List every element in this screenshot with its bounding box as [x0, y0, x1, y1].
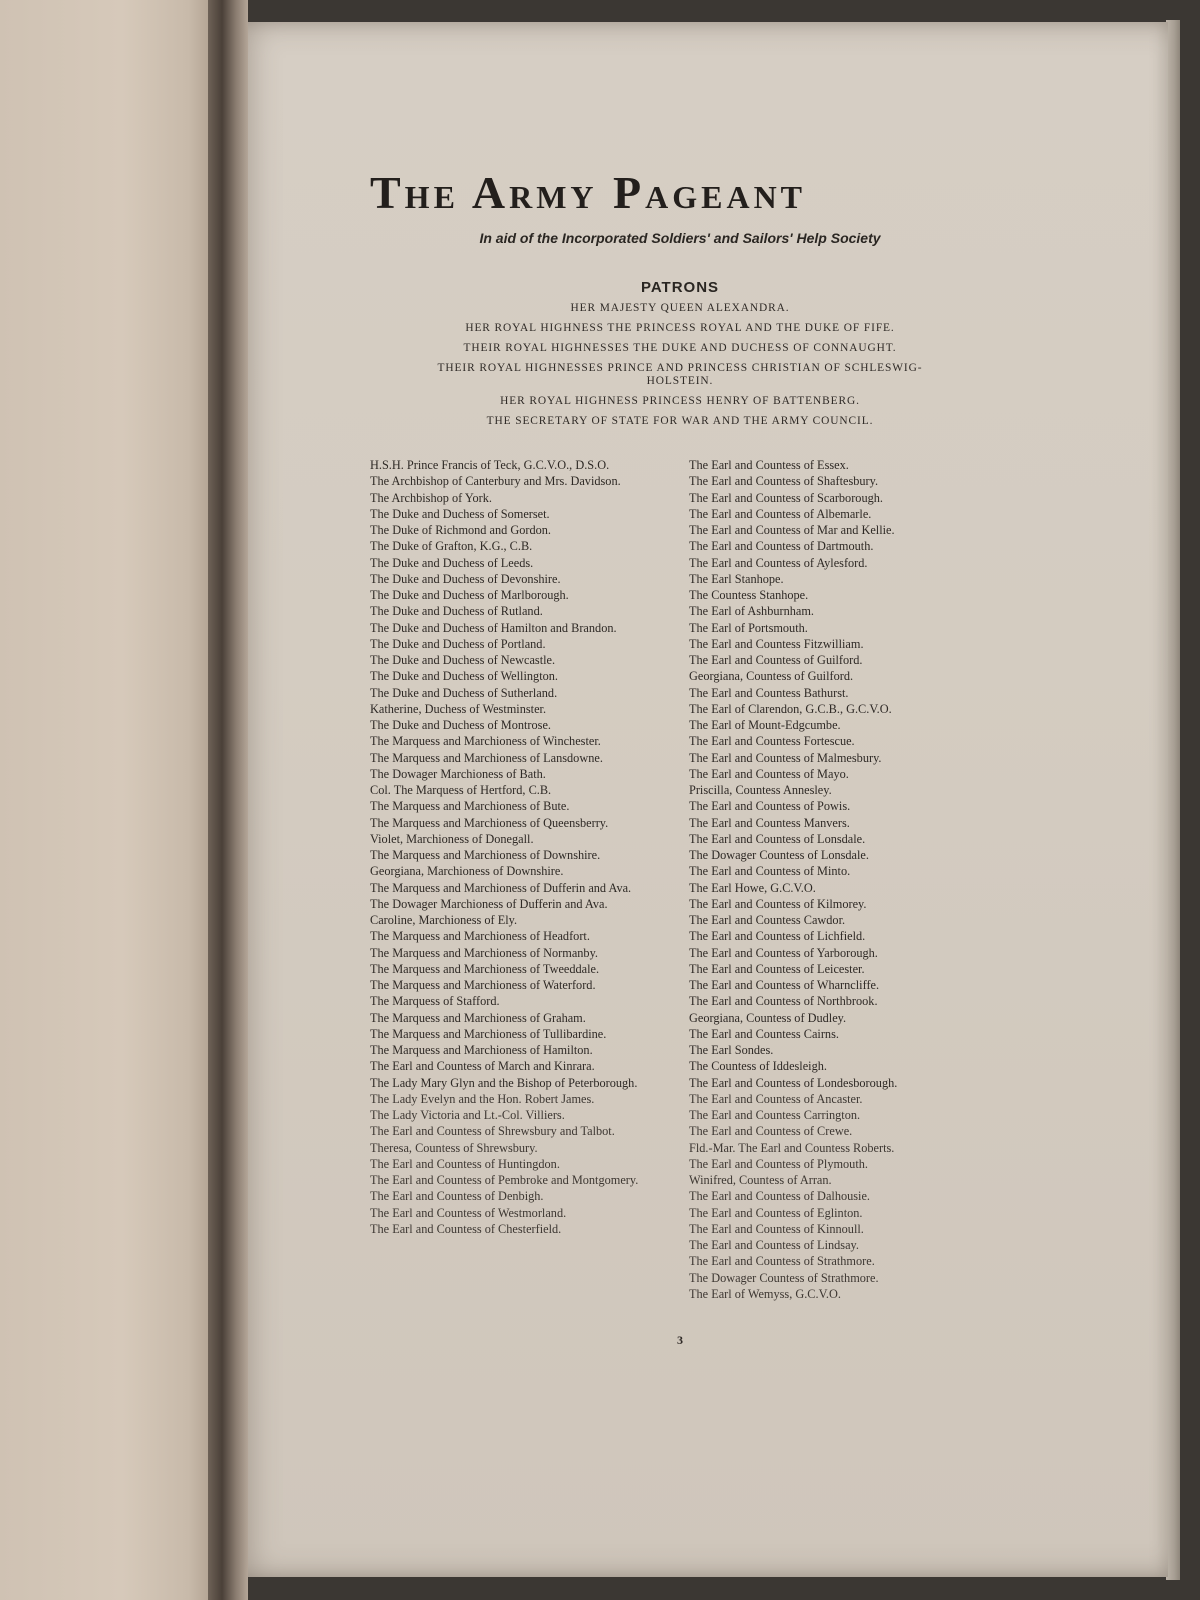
patron-entry: The Earl and Countess of Ancaster. [689, 1091, 863, 1106]
patron-entry: The Earl and Countess of Guilford. [689, 653, 863, 667]
patron-entry: The Earl and Countess of Scarborough. [689, 490, 883, 505]
patron-entry: The Dowager Countess of Lonsdale. [689, 848, 869, 862]
patron-entry: The Duke and Duchess of Somerset. [370, 506, 550, 521]
patron-entry: The Earl and Countess of Eglinton. [689, 1205, 863, 1220]
patron-entry: The Countess Stanhope. [689, 588, 809, 602]
patron-entry: Katherine, Duchess of Westminster. [370, 701, 547, 716]
patron-entry: The Marquess and Marchioness of Queensberry. [370, 815, 609, 830]
patron-entry: The Duke of Richmond and Gordon. [370, 523, 552, 537]
patron-entry: The Earl and Countess of Malmesbury. [689, 750, 882, 765]
patron-entry: The Earl and Countess Bathurst. [689, 685, 849, 700]
patron-entry: The Marquess and Marchioness of Bute. [370, 799, 570, 814]
patron-entry: The Earl and Countess of Westmorland. [370, 1205, 567, 1220]
patron-entry: The Earl and Countess of Yarborough. [689, 945, 878, 960]
patron-entry: The Dowager Countess of Strathmore. [689, 1270, 879, 1285]
patron-entry: The Archbishop of York. [370, 490, 492, 505]
patron-entry: The Earl and Countess of Northbrook. [689, 994, 878, 1009]
patron-entry: The Duke and Duchess of Wellington. [370, 669, 558, 684]
patron-entry: Col. The Marquess of Hertford, C.B. [370, 783, 552, 797]
patron-entry: The Duke and Duchess of Marlborough. [370, 588, 569, 602]
patron-entry: The Marquess and Marchioness of Hamilton. [370, 1043, 593, 1057]
patron-entry: The Marquess and Marchioness of Headfort. [370, 929, 590, 944]
patron-entry: The Marquess and Marchioness of Tullibardine. [370, 1026, 607, 1041]
patron-entry: The Earl of Wemyss, G.C.V.O. [689, 1286, 841, 1301]
patron-entry: The Earl and Countess of Aylesford. [689, 555, 868, 570]
patron-entry: The Earl and Countess of Lichfield. [689, 929, 866, 944]
left-page [0, 0, 222, 1600]
patron-entry: Caroline, Marchioness of Ely. [370, 913, 518, 927]
patron-entry: The Marquess and Marchioness of Lansdowne. [370, 750, 603, 765]
patron-entry: The Earl and Countess Carrington. [689, 1108, 861, 1122]
patron-entry: The Earl and Countess Manvers. [689, 815, 850, 830]
patron-entry: The Earl of Clarendon, G.C.B., G.C.V.O. [689, 701, 892, 716]
patron-entry: The Earl and Countess of Plymouth. [689, 1156, 868, 1171]
patrons-left-column [370, 458, 685, 1238]
patron-entry: The Earl and Countess of Denbigh. [370, 1189, 544, 1204]
patron-entry: The Marquess and Marchioness of Waterford. [370, 978, 596, 992]
patron-entry: The Countess of Iddesleigh. [689, 1059, 827, 1074]
patron-entry: The Earl and Countess of Essex. [689, 458, 849, 472]
patron-entry: The Earl and Countess of March and Kinrara. [370, 1059, 595, 1074]
patron-entry: The Earl and Countess of Strathmore. [689, 1254, 875, 1269]
page-number: 3 [677, 1333, 683, 1347]
patron-entry: The Earl and Countess of Mayo. [689, 766, 849, 781]
patron-entry: The Marquess and Marchioness of Normanby. [370, 945, 599, 960]
patron-entry: The Marquess and Marchioness of Downshire. [370, 848, 601, 862]
patron-entry: The Earl Sondes. [689, 1043, 774, 1057]
royal-patrons-list [420, 302, 940, 435]
patron-entry: The Earl and Countess Cairns. [689, 1026, 839, 1041]
patron-entry: The Duke and Duchess of Rutland. [370, 604, 543, 619]
patron-entry: Fld.-Mar. The Earl and Countess Roberts. [689, 1140, 895, 1155]
royal-patron: HER ROYAL HIGHNESS PRINCESS HENRY OF BATTENBERG. [500, 395, 860, 407]
page-title [370, 166, 990, 224]
patron-entry: The Earl of Mount-Edgcumbe. [689, 718, 841, 732]
patron-entry: The Duke and Duchess of Hamilton and Brandon. [370, 620, 617, 635]
patron-entry: The Earl and Countess of Mar and Kellie. [689, 523, 895, 537]
patron-entry: The Earl and Countess of Pembroke and Montgomery. [370, 1173, 639, 1187]
patron-entry: Georgiana, Countess of Dudley. [689, 1010, 847, 1025]
page-edge [1166, 20, 1180, 1580]
patron-entry: The Earl and Countess of Shrewsbury and Talbot. [370, 1124, 615, 1139]
patron-entry: The Earl and Countess of Shaftesbury. [689, 474, 879, 489]
patron-entry: The Earl of Ashburnham. [689, 604, 814, 619]
patron-entry: The Lady Mary Glyn and the Bishop of Peterborough. [370, 1075, 638, 1090]
patron-entry: The Marquess of Stafford. [370, 994, 500, 1009]
patron-entry: The Duke and Duchess of Sutherland. [370, 685, 558, 700]
royal-patron: THEIR ROYAL HIGHNESSES PRINCE AND PRINCESS CHRISTIAN OF SCHLESWIG-HOLSTEIN. [437, 362, 923, 387]
patron-entry: The Marquess and Marchioness of Graham. [370, 1010, 586, 1025]
patrons-right-column [689, 458, 964, 1303]
patron-entry: The Lady Evelyn and the Hon. Robert James. [370, 1091, 595, 1106]
patron-entry: The Earl and Countess of Albemarle. [689, 506, 872, 521]
royal-patron: HER MAJESTY QUEEN ALEXANDRA. [570, 302, 790, 314]
patron-entry: The Duke and Duchess of Devonshire. [370, 571, 561, 586]
patron-entry: The Earl and Countess of Lindsay. [689, 1238, 859, 1252]
patron-entry: The Earl and Countess of Minto. [689, 864, 851, 879]
book-gutter [208, 0, 248, 1600]
patron-entry: The Duke and Duchess of Montrose. [370, 718, 551, 732]
patron-entry: The Marquess and Marchioness of Winchester. [370, 734, 601, 749]
patron-entry: The Earl Howe, G.C.V.O. [689, 880, 816, 895]
patron-entry: The Earl Stanhope. [689, 571, 784, 586]
royal-patron: THE SECRETARY OF STATE FOR WAR AND THE ARMY COUNCIL. [486, 415, 874, 427]
patron-entry: Winifred, Countess of Arran. [689, 1173, 832, 1187]
patron-entry: The Lady Victoria and Lt.-Col. Villiers. [370, 1108, 565, 1122]
patron-entry: The Earl and Countess of Kilmorey. [689, 896, 867, 911]
patron-entry: The Marquess and Marchioness of Dufferin and Ava. [370, 880, 632, 895]
patron-entry: Theresa, Countess of Shrewsbury. [370, 1140, 538, 1155]
patron-entry: The Earl and Countess of Lonsdale. [689, 831, 866, 846]
patron-entry: The Earl and Countess of Huntingdon. [370, 1156, 560, 1171]
patron-entry: The Earl and Countess of Wharncliffe. [689, 978, 880, 992]
patron-entry: The Earl and Countess of Crewe. [689, 1124, 853, 1139]
patron-entry: Georgiana, Countess of Guilford. [689, 669, 854, 684]
patron-entry: The Archbishop of Canterbury and Mrs. Davidson. [370, 474, 621, 489]
royal-patron: HER ROYAL HIGHNESS THE PRINCESS ROYAL AND THE DUKE OF FIFE. [465, 322, 895, 334]
patron-entry: The Earl and Countess of Dalhousie. [689, 1189, 870, 1204]
patron-entry: The Earl of Portsmouth. [689, 620, 808, 635]
patron-entry: The Duke of Grafton, K.G., C.B. [370, 539, 533, 554]
patron-entry: The Duke and Duchess of Newcastle. [370, 653, 556, 667]
patron-entry: The Earl and Countess of Londesborough. [689, 1075, 898, 1090]
patron-entry: The Earl and Countess of Chesterfield. [370, 1221, 562, 1236]
patron-entry: The Earl and Countess Fortescue. [689, 734, 855, 749]
patron-entry: The Earl and Countess of Dartmouth. [689, 539, 874, 554]
patron-entry: The Dowager Marchioness of Bath. [370, 766, 546, 781]
patron-entry: The Earl and Countess Fitzwilliam. [689, 636, 864, 651]
patron-entry: The Marquess and Marchioness of Tweeddale. [370, 961, 600, 976]
patron-entry: The Earl and Countess of Kinnoull. [689, 1221, 864, 1236]
patron-entry: The Duke and Duchess of Leeds. [370, 555, 534, 570]
patron-entry: Priscilla, Countess Annesley. [689, 783, 832, 797]
patrons-heading: PATRONS [640, 279, 720, 296]
page-subtitle: In aid of the Incorporated Soldiers' and Sailors' Help Society [479, 230, 881, 246]
patron-entry: The Earl and Countess of Leicester. [689, 961, 865, 976]
patron-entry: Georgiana, Marchioness of Downshire. [370, 864, 564, 879]
title-text: The Army Pageant [370, 167, 807, 218]
patron-entry: The Earl and Countess of Powis. [689, 799, 851, 814]
patron-entry: H.S.H. Prince Francis of Teck, G.C.V.O., D.S.O. [370, 458, 610, 472]
patron-entry: The Earl and Countess Cawdor. [689, 913, 846, 927]
patron-entry: The Dowager Marchioness of Dufferin and Ava. [370, 896, 608, 911]
royal-patron: THEIR ROYAL HIGHNESSES THE DUKE AND DUCHESS OF CONNAUGHT. [463, 342, 897, 354]
patron-entry: Violet, Marchioness of Donegall. [370, 831, 534, 846]
patron-entry: The Duke and Duchess of Portland. [370, 636, 546, 651]
